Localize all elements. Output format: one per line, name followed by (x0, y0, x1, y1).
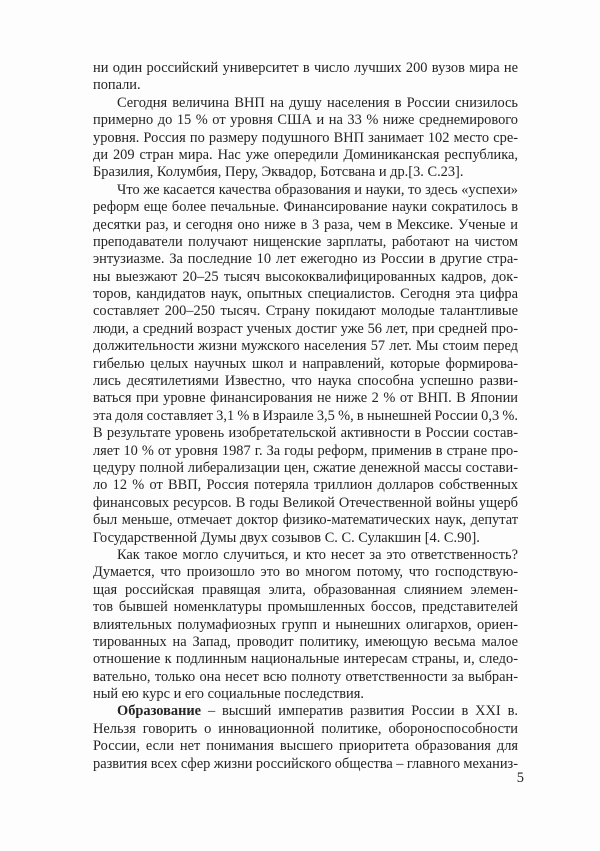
text-line (93, 164, 518, 181)
text-line-content: финансовых ресурсов. В годы Великой Отечественной войны ущерб (93, 494, 518, 511)
text-line-content: реформ еще более печальные. Финансирование науки сократилось в (93, 199, 518, 216)
text-line-content: влиятельных полумафиозных групп и нынешних олигархов, ориен- (93, 616, 518, 633)
text-line-content: ни один российский университет в число лучших 200 вузов мира не (93, 60, 518, 76)
text-line-content: должительности жизни мужского населения 57 лет. Мы стоим перед (93, 338, 518, 355)
text-line (93, 199, 518, 216)
text-line (93, 303, 518, 320)
text-line-content: России, если нет понимания высшего приоритета образования для (93, 738, 518, 755)
text-line-content: люди, а средний возраст ученых достиг уже 56 лет, при средней про- (93, 320, 518, 337)
text-line (93, 390, 518, 407)
text-line (93, 234, 518, 251)
text-line-content: тов бывшей номенклатуры промышленных боссов, представителей (93, 599, 518, 616)
text-line (93, 530, 518, 547)
text-line-content: Как такое могло случиться, и кто несет за это ответственность? (117, 546, 518, 563)
text-line (93, 356, 518, 373)
text-line (93, 130, 518, 147)
text-line-content: торов, кандидатов наук, опытных специалистов. Сегодня эта цифра (93, 286, 518, 303)
text-line-content: В результате уровень изобретательской активности в России состав- (93, 425, 518, 442)
text-line (93, 269, 518, 286)
text-line (93, 564, 518, 581)
text-line (93, 738, 518, 755)
text-line-content: ди 209 стран мира. Нас уже опередили Доминиканская республика, (93, 146, 518, 163)
text-line-content: Сегодня величина ВНП на душу населения в России снизилось (117, 94, 518, 111)
text-line (93, 425, 518, 442)
bold-term: Образование (117, 703, 202, 720)
text-line-content: составляет 200–250 тысяч. Страну покидают молодые талантливые (93, 303, 518, 320)
text-line-content: щая российская правящая элита, образованная слиянием элемен- (93, 581, 518, 598)
text-line (93, 338, 518, 355)
text-line (93, 617, 518, 634)
text-line (93, 495, 518, 512)
text-line (93, 703, 518, 720)
text-line-content: ваться при уровне финансирования не ниже 2 % от ВНП. В Японии (93, 390, 518, 407)
text-line-content: энтузиазме. За последние 10 лет ежегодно из России в другие стра- (93, 251, 518, 268)
text-line (93, 582, 518, 599)
text-line (93, 686, 518, 703)
text-line (93, 443, 518, 460)
text-line (93, 286, 518, 303)
text-line-content: ны выезжают 20–25 тысяч высококвалифицированных кадров, док- (93, 268, 518, 285)
text-line-content: Образование – высший императив развития России в XXI в. (117, 703, 518, 720)
text-line (93, 112, 518, 129)
text-line-content: уровня. Россия по размеру подушного ВНП занимает 102 место сре- (93, 129, 518, 146)
text-line (93, 147, 518, 164)
text-line-content: гибелью целых научных школ и направлений, которые формирова- (93, 355, 518, 372)
text-line (93, 547, 518, 564)
text-line-content: ляет 10 % от уровня 1987 г. За годы реформ, применив в стране про- (93, 442, 518, 459)
text-line (93, 373, 518, 390)
text-line-content: вательно, только она несет всю полноту ответственности за выбран- (93, 668, 518, 685)
text-line-content: примерно до 15 % от уровня США и на 33 % ниже среднемирового (93, 112, 518, 129)
text-line (93, 669, 518, 686)
text-line-content: цедуру полной либерализации цен, сжатие денежной массы состави- (93, 459, 518, 476)
text-line (93, 721, 518, 738)
text-line-content: ный ею курс и его социальные последствия. (93, 686, 364, 703)
text-line (93, 217, 518, 234)
text-line-content: десятки раз, и сегодня оно ниже в 3 раза, чем в Мексике. Ученые и (93, 216, 518, 233)
page-number: 5 (516, 770, 524, 786)
text-line-content: тированных на Запад, проводит политику, имеющую весьма малое (93, 633, 518, 650)
text-line-content: Нельзя говорить о инновационной политике, обороноспособности (93, 720, 518, 737)
text-line-content: эта доля составляет 3,1 % в Израиле 3,5 %, в нынешней России 0,3 %. (93, 407, 518, 424)
text-line (93, 321, 518, 338)
text-line-content: Что же касается качества образования и науки, то здесь «успехи» (117, 181, 518, 198)
text-line-content: Думается, что произошло это во многом потому, что господствую- (93, 564, 518, 581)
text-line-content: ло 12 % от ВВП, Россия потеряла триллион долларов собственных (93, 477, 518, 494)
text-line (93, 60, 518, 77)
text-line (93, 634, 518, 651)
text-line (93, 460, 518, 477)
text-line (93, 408, 518, 425)
text-line-content: попали. (93, 77, 141, 94)
text-line (93, 77, 518, 94)
text-line-content: был меньше, отмечает доктор физико-математических наук, депутат (93, 512, 518, 529)
text-line-content: развития всех сфер жизни российского общества – главного механиз- (93, 755, 518, 772)
text-line (93, 95, 518, 112)
text-line (93, 182, 518, 199)
text-line-content: лись десятилетиями Известно, что наука способна успешно разви- (93, 373, 518, 390)
text-line (93, 651, 518, 668)
text-line (93, 477, 518, 494)
text-line-content: преподаватели получают нищенские зарплаты, работают на чистом (93, 233, 518, 250)
text-line (93, 599, 518, 616)
text-line-content: Бразилия, Колумбия, Перу, Эквадор, Ботсвана и др.[3. С.23]. (93, 164, 464, 181)
text-line (93, 512, 518, 529)
text-line-content: отношение к подлинным национальные интересам страны, и, следо- (93, 651, 518, 668)
text-block (93, 60, 518, 773)
text-line (93, 251, 518, 268)
text-line-content: Государственной Думы двух созывов С. С. Сулакшин [4. С.90]. (93, 529, 480, 546)
